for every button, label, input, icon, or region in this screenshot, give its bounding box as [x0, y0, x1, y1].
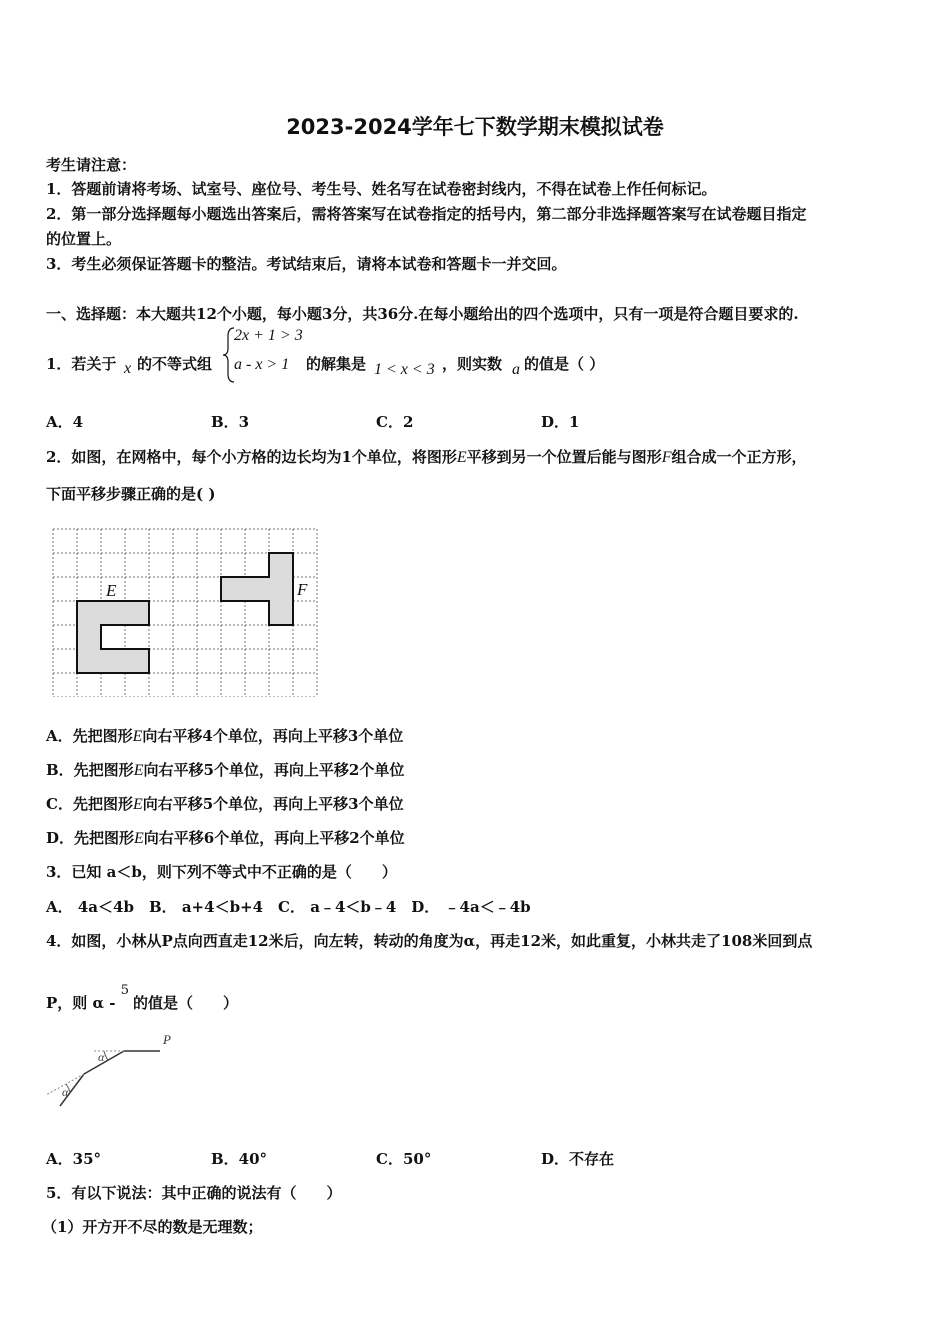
notice-heading: 考生请注意： [46, 156, 137, 174]
alpha-label-2: α [62, 1085, 69, 1099]
q2-option-a[interactable]: A．先把图形E向右平移4个单位，再向上平移3个单位 [46, 727, 404, 745]
q1-prefix: 1．若关于 [46, 355, 117, 373]
notice-item-2-cont: 的位置上。 [46, 230, 122, 248]
q4-option-d[interactable]: D．不存在 [541, 1150, 615, 1168]
q1-suffix: 的值是（ ） [524, 355, 605, 373]
alpha-label-1: α [98, 1050, 105, 1064]
q1-mid3: ，则实数 [442, 355, 503, 373]
q2-line1-c: 组合成一个正方形， [671, 448, 807, 466]
q2-label-f: F [661, 449, 672, 466]
shape-e-label: E [106, 581, 117, 600]
q1-var-a: a [512, 361, 520, 378]
q5-text: 5．有以下说法：其中正确的说法有（ ） [46, 1184, 342, 1202]
q2-line1 [46, 446, 806, 467]
notice-item-3: 3．考生必须保证答题卡的整洁。考试结束后，请将本试卷和答题卡一并交回。 [46, 255, 567, 273]
q1-inequality-2: a - x > 1 [234, 356, 290, 373]
q4-superscript: 5 [120, 983, 129, 998]
q1-mid2: 的解集是 [306, 355, 367, 373]
q2-option-d[interactable]: D．先把图形E向右平移6个单位，再向上平移2个单位 [46, 829, 405, 847]
q4-option-a[interactable]: A．35° [46, 1150, 102, 1168]
q4-line2: P，则 α - 5的值是（ ） [46, 983, 239, 1012]
q2-label-e: E [456, 449, 467, 466]
q1-option-c[interactable]: C．2 [376, 413, 414, 431]
q1-option-d[interactable]: D．1 [541, 413, 580, 431]
shape-f [221, 553, 293, 625]
shape-e [77, 601, 149, 673]
q1-mid1: 的不等式组 [137, 355, 213, 373]
q2-line1-a: 2．如图，在网格中，每个小方格的边长均为1个单位，将图形 [46, 448, 457, 466]
q4-option-b[interactable]: B．40° [211, 1150, 268, 1168]
page-title: 2023-2024学年七下数学期末模拟试卷 [286, 115, 664, 139]
q1-option-a[interactable]: A．4 [46, 413, 84, 431]
q1-solution: 1 < x < 3 [374, 361, 435, 378]
q2-line1-b: 平移到另一个位置后能与图形 [466, 448, 662, 466]
q2-option-b[interactable]: B．先把图形E向右平移5个单位，再向上平移2个单位 [46, 761, 405, 779]
section-heading: 一、选择题：本大题共12个小题，每小题3分，共36分.在每小题给出的四个选项中，只有一项是符合题目要求的. [46, 305, 799, 323]
q5-item-1: （1）开方开不尽的数是无理数； [42, 1218, 263, 1236]
q2-line2: 下面平移步骤正确的是( ) [46, 485, 216, 503]
q3-options[interactable]: A． 4a＜4b B． a+4＜b+4 C． a﹣4＜b﹣4 D． ﹣4a＜﹣4b [46, 898, 531, 916]
q4-line1: 4．如图，小林从P点向西直走12米后，向左转，转动的角度为α，再走12米，如此重复，小林共走了108米回到点 [46, 932, 813, 950]
path-figure [42, 1030, 182, 1110]
shape-f-label: F [297, 580, 308, 599]
grid-figure [50, 525, 322, 697]
q1-var-x: x [124, 360, 132, 377]
q1-inequality-1: 2x + 1 > 3 [234, 327, 303, 344]
q4-option-c[interactable]: C．50° [376, 1150, 432, 1168]
q1-option-b[interactable]: B．3 [211, 413, 250, 431]
notice-item-2: 2．第一部分选择题每小题选出答案后，需将答案写在试卷指定的括号内，第二部分非选择题答案写在试卷题目指定 [46, 205, 807, 223]
q3-text: 3．已知 a＜b，则下列不等式中不正确的是（ ） [46, 863, 397, 881]
notice-item-1: 1．答题前请将考场、试室号、座位号、考生号、姓名写在试卷密封线内，不得在试卷上作任何标记。 [46, 180, 717, 198]
point-p-label: P [163, 1032, 171, 1047]
q2-option-c[interactable]: C．先把图形E向右平移5个单位，再向上平移3个单位 [46, 795, 404, 813]
